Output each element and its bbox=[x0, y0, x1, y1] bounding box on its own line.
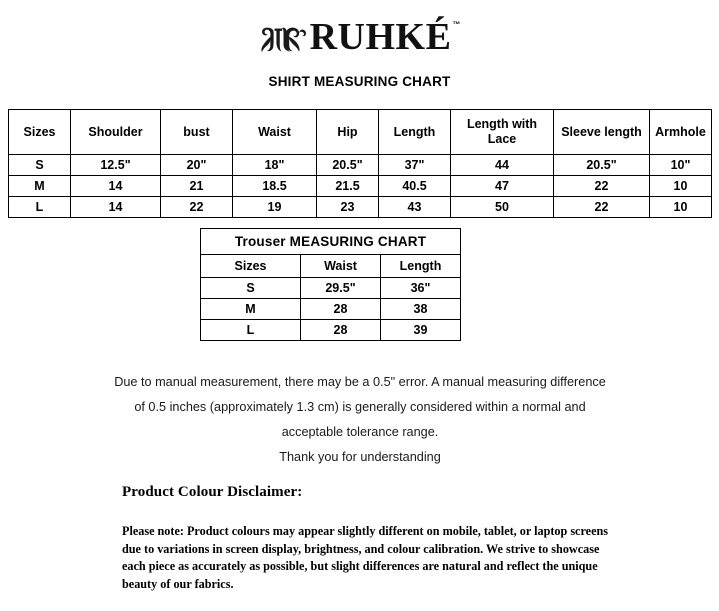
column-header: Length with Lace bbox=[451, 110, 554, 155]
measurement-note-line: acceptable tolerance range. bbox=[281, 425, 439, 439]
table-cell: 40.5 bbox=[379, 176, 451, 197]
column-header: Sleeve length bbox=[554, 110, 650, 155]
table-cell: 22 bbox=[554, 197, 650, 218]
column-header: Hip bbox=[317, 110, 379, 155]
column-header: Armhole bbox=[650, 110, 712, 155]
table-cell: 47 bbox=[451, 176, 554, 197]
table-cell: 29.5" bbox=[301, 278, 381, 299]
column-header: Sizes bbox=[201, 255, 301, 278]
table-cell: M bbox=[201, 299, 301, 320]
table-cell: L bbox=[9, 197, 71, 218]
table-cell: 22 bbox=[554, 176, 650, 197]
table-cell: 12.5" bbox=[71, 155, 161, 176]
brand-name: RUHKÉ bbox=[309, 16, 452, 58]
table-header-row bbox=[201, 255, 461, 278]
table-cell: 38 bbox=[381, 299, 461, 320]
column-header: Waist bbox=[233, 110, 317, 155]
measurement-note-line: Due to manual measurement, there may be a 0.5" error. A manual measuring difference bbox=[114, 375, 606, 389]
measurement-note-line: of 0.5 inches (approximately 1.3 cm) is generally considered within a normal and bbox=[134, 400, 586, 414]
table-cell: 20.5" bbox=[554, 155, 650, 176]
table-cell: 18.5 bbox=[233, 176, 317, 197]
brand-header bbox=[0, 0, 719, 60]
table-cell: 21.5 bbox=[317, 176, 379, 197]
measurement-note-line: Thank you for understanding bbox=[279, 450, 441, 464]
trouser-caption-row bbox=[201, 229, 461, 255]
table-cell: 44 bbox=[451, 155, 554, 176]
table-cell: 43 bbox=[379, 197, 451, 218]
table-row bbox=[201, 320, 461, 341]
table-row bbox=[9, 197, 712, 218]
table-cell: 14 bbox=[71, 176, 161, 197]
trademark-symbol: ™ bbox=[452, 20, 461, 29]
ornamental-monogram-icon bbox=[260, 21, 308, 55]
column-header: Length bbox=[379, 110, 451, 155]
shirt-chart-container bbox=[8, 109, 711, 218]
shirt-measuring-table bbox=[8, 109, 712, 218]
table-cell: S bbox=[9, 155, 71, 176]
brand-lockup bbox=[260, 18, 460, 56]
table-header-row bbox=[9, 110, 712, 155]
table-cell: 20" bbox=[161, 155, 233, 176]
table-cell: 21 bbox=[161, 176, 233, 197]
table-cell: L bbox=[201, 320, 301, 341]
column-header: Shoulder bbox=[71, 110, 161, 155]
table-cell: M bbox=[9, 176, 71, 197]
table-cell: 39 bbox=[381, 320, 461, 341]
table-row bbox=[9, 155, 712, 176]
trouser-chart-title: Trouser MEASURING CHART bbox=[201, 229, 461, 255]
colour-disclaimer-body: Please note: Product colours may appear slightly different on mobile, tablet, or laptop screens due to variations in screen display, brightness, and colour calibration. We strive to showcase each piece as accurately as possible, but slight differences are natural and reflect the unique beauty of our fabrics. bbox=[122, 524, 608, 591]
table-row bbox=[201, 278, 461, 299]
table-cell: 10 bbox=[650, 176, 712, 197]
column-header: bust bbox=[161, 110, 233, 155]
table-cell: 14 bbox=[71, 197, 161, 218]
column-header: Waist bbox=[301, 255, 381, 278]
table-cell: 10" bbox=[650, 155, 712, 176]
table-cell: 19 bbox=[233, 197, 317, 218]
table-cell: 37" bbox=[379, 155, 451, 176]
table-row bbox=[9, 176, 712, 197]
trouser-chart-container bbox=[200, 228, 460, 341]
table-cell: S bbox=[201, 278, 301, 299]
colour-disclaimer-heading: Product Colour Disclaimer: bbox=[122, 484, 303, 500]
table-row bbox=[201, 299, 461, 320]
column-header: Length bbox=[381, 255, 461, 278]
table-cell: 28 bbox=[301, 299, 381, 320]
trouser-measuring-table bbox=[200, 228, 461, 341]
table-cell: 28 bbox=[301, 320, 381, 341]
measurement-note bbox=[60, 370, 660, 470]
table-cell: 23 bbox=[317, 197, 379, 218]
colour-disclaimer-section bbox=[122, 484, 622, 593]
table-cell: 36" bbox=[381, 278, 461, 299]
table-cell: 10 bbox=[650, 197, 712, 218]
table-cell: 22 bbox=[161, 197, 233, 218]
column-header: Sizes bbox=[9, 110, 71, 155]
table-cell: 18" bbox=[233, 155, 317, 176]
table-cell: 20.5" bbox=[317, 155, 379, 176]
table-cell: 50 bbox=[451, 197, 554, 218]
shirt-chart-title: SHIRT MEASURING CHART bbox=[268, 74, 451, 89]
